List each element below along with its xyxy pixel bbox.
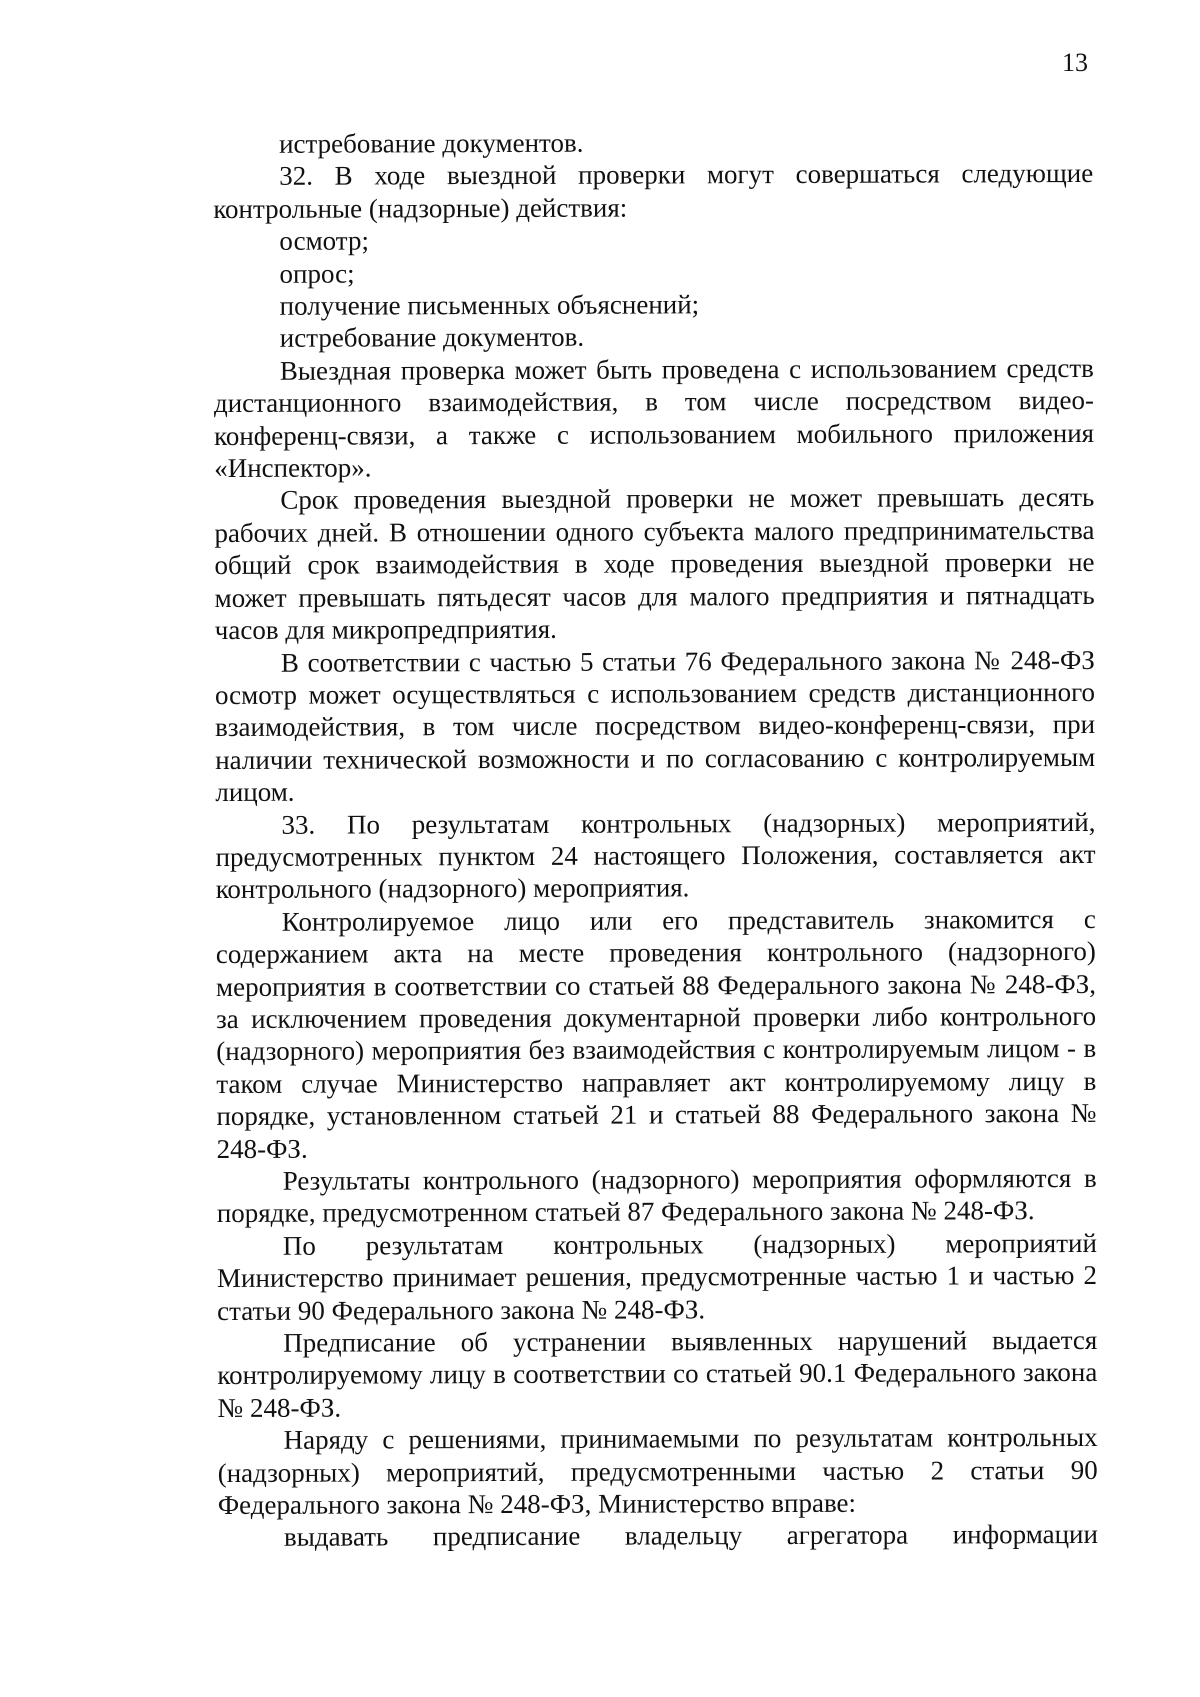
paragraph: Наряду с решениями, принимаемыми по результатам контрольных (надзорных) мероприятий, предусмотренными частью 2 статьи 90 Федерального закона № 248-ФЗ, Министерство вправе: [217,1422,1098,1521]
paragraph: В соответствии с частью 5 статьи 76 Федерального закона № 248-ФЗ осмотр может осуществляться с использованием средств дистанционного взаимодействия, в том числе посредством видео-конференц-связи, при наличии технической возможности и по согласованию с контролируемым лицом. [214,644,1096,808]
paragraph: Результаты контрольного (надзорного) мероприятия оформляются в порядке, предусмотренном статьей 87 Федерального закона № 248-ФЗ. [216,1162,1097,1229]
paragraph: Срок проведения выездной проверки не может превышать десять рабочих дней. В отношении одного субъекта малого предпринимательства общий срок взаимодействия в ходе проведения выездной проверки не может превышать пятьдесят часов для малого предприятия и пятнадцать часов для микропредприятия. [214,482,1095,646]
page-number: 13 [1062,48,1088,77]
list-item: получение письменных объяснений; [279,289,700,321]
paragraph: истребование документов. [279,127,584,159]
paragraph: 33. По результатам контрольных (надзорных) мероприятий, предусмотренных пунктом 24 настоящего Положения, составляется акт контрольного (надзорного) мероприятия. [215,806,1096,905]
paragraph: Предписание об устранении выявленных нарушений выдается контролируемому лицу в соответствии со статьей 90.1 Федерального закона № 248-ФЗ. [217,1324,1098,1423]
paragraph: Выездная проверка может быть проведена с использованием средств дистанционного взаимодействия, в том числе посредством видео-конференц-связи, а также с использованием мобильного приложения «Инспектор». [213,352,1095,484]
paragraph: выдавать предписание владельцу агрегатора информации [283,1519,1098,1553]
document-body [213,125,1098,1554]
paragraph: 32. В ходе выездной проверки могут совершаться следующие контрольные (надзорные) действия: [213,158,1094,224]
list-item: опрос; [279,258,355,289]
list-item: осмотр; [279,225,369,256]
paragraph: Контролируемое лицо или его представитель знакомится с содержанием акта на месте проведения контрольного (надзорного) мероприятия в соответствии со статьей 88 Федерального закона № 248-ФЗ, за исключением проведения документарной проверки либо контрольного (надзорного) мероприятия без взаимодействия с контролируемым лицом - в таком случае Министерство направляет акт контролируемому лицу в порядке, установленном статьей 21 и статьей 88 Федерального закона № 248-ФЗ. [215,903,1097,1164]
list-item: истребование документов. [279,322,585,354]
paragraph: По результатам контрольных (надзорных) мероприятий Министерство принимает решения, предусмотренные частью 1 и частью 2 статьи 90 Федерального закона № 248-ФЗ. [216,1227,1098,1326]
